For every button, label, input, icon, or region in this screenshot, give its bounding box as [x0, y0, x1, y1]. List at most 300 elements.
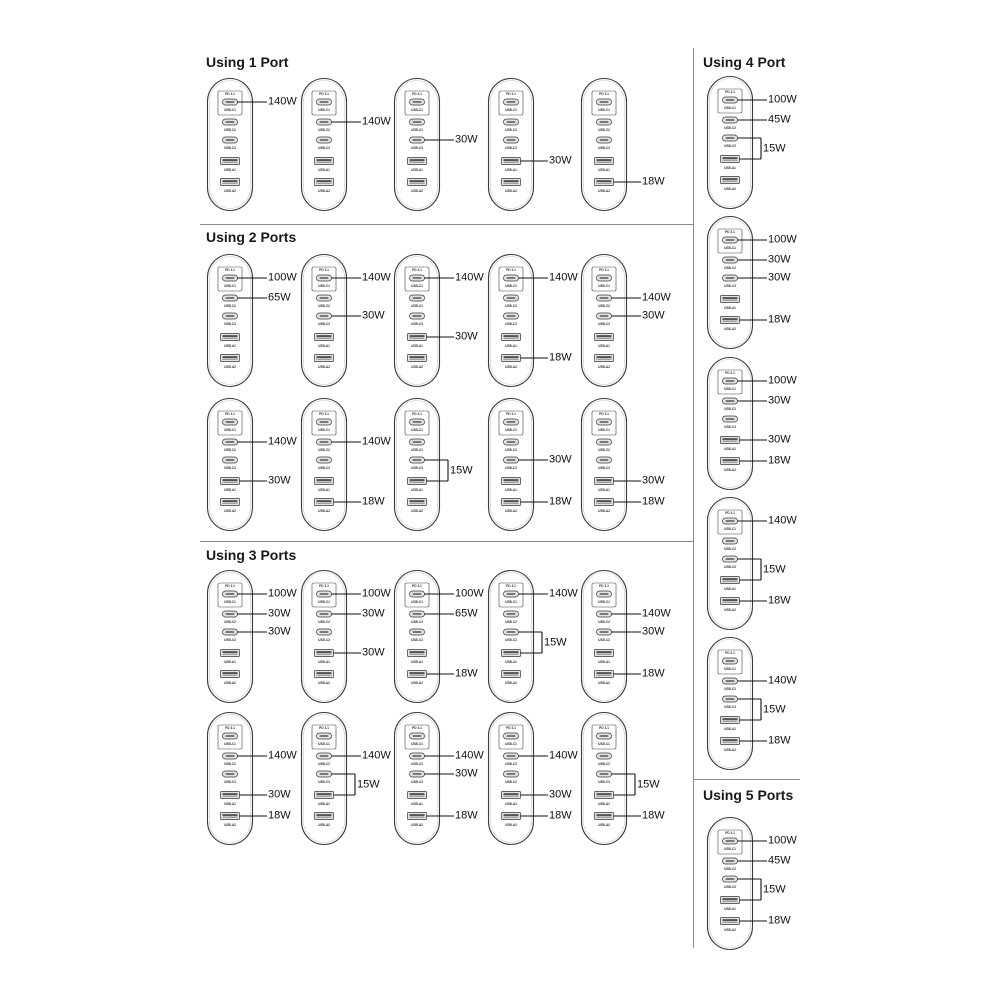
port-label-c3: USB-C3 [411, 637, 423, 642]
port-a2 [595, 813, 614, 820]
port-a2 [721, 317, 740, 324]
port-c1 [223, 733, 238, 739]
port-a1 [502, 158, 521, 165]
port-c3 [223, 629, 238, 635]
port-c1 [410, 419, 425, 425]
port-a1 [721, 156, 740, 163]
port-c2 [723, 678, 738, 684]
pd-label: PD 3.1 [412, 726, 422, 730]
wattage-label: 30W [455, 133, 478, 146]
port-label-c1: USB-C1 [724, 105, 736, 110]
heading-using-5-ports: Using 5 Ports [703, 787, 794, 803]
port-c3 [410, 313, 425, 319]
port-label-c2: USB-C2 [724, 125, 736, 130]
port-c1 [317, 99, 332, 105]
port-c3 [223, 457, 238, 463]
port-c1 [410, 275, 425, 281]
port-label-c2: USB-C2 [724, 265, 736, 270]
port-c3 [504, 457, 519, 463]
port-a2 [721, 458, 740, 465]
pd-label: PD 3.1 [506, 412, 516, 416]
port-c3 [723, 135, 738, 141]
wattage-label: 30W [362, 607, 385, 620]
port-c2 [597, 119, 612, 125]
port-label-c1: USB-C1 [411, 427, 423, 432]
port-label-a1: USB-A1 [318, 659, 330, 664]
port-label-a2: USB-A2 [598, 364, 610, 369]
port-a1 [721, 296, 740, 303]
port-c3 [597, 629, 612, 635]
pd-label: PD 3.1 [225, 412, 235, 416]
port-label-a2: USB-A2 [505, 680, 517, 685]
port-label-c2: USB-C2 [724, 546, 736, 551]
port-a1 [408, 334, 427, 341]
wattage-label: 140W [642, 607, 671, 620]
port-label-a1: USB-A1 [505, 167, 517, 172]
port-label-a1: USB-A1 [598, 659, 610, 664]
port-label-c1: USB-C1 [505, 427, 517, 432]
wattage-label: 18W [768, 313, 791, 326]
charger-diagram-five-ports-1 [707, 817, 797, 950]
port-label-c1: USB-C1 [598, 741, 610, 746]
port-label-a1: USB-A1 [724, 586, 736, 591]
port-a1 [408, 792, 427, 799]
port-label-c3: USB-C3 [318, 779, 330, 784]
pd-label: PD 3.1 [725, 371, 735, 375]
charger-diagram-four-ports-3 [707, 357, 797, 490]
wattage-label: 30W [642, 625, 665, 638]
port-label-c1: USB-C1 [724, 526, 736, 531]
port-label-a1: USB-A1 [318, 487, 330, 492]
port-a1 [221, 334, 240, 341]
port-label-a1: USB-A1 [318, 343, 330, 348]
port-label-a2: USB-A2 [318, 364, 330, 369]
port-c2 [317, 753, 332, 759]
port-label-c1: USB-C1 [598, 427, 610, 432]
pd-label: PD 3.1 [412, 584, 422, 588]
port-label-a1: USB-A1 [598, 343, 610, 348]
port-label-c1: USB-C1 [598, 599, 610, 604]
port-label-c3: USB-C3 [505, 145, 517, 150]
wattage-label: 18W [642, 809, 665, 822]
divider-before-5-ports [693, 779, 800, 780]
port-c2 [723, 538, 738, 544]
port-c1 [317, 275, 332, 281]
port-label-c3: USB-C3 [724, 564, 736, 569]
port-label-c1: USB-C1 [411, 283, 423, 288]
divider-after-2-ports [200, 541, 693, 542]
port-label-a2: USB-A2 [411, 508, 423, 513]
port-a2 [408, 813, 427, 820]
port-c2 [223, 295, 238, 301]
charger-diagram-four-ports-4 [707, 497, 797, 630]
port-c1 [223, 591, 238, 597]
port-label-c2: USB-C2 [224, 619, 236, 624]
port-label-c2: USB-C2 [318, 619, 330, 624]
port-a2 [408, 355, 427, 362]
port-c2 [723, 257, 738, 263]
port-label-a2: USB-A2 [505, 364, 517, 369]
wattage-label: 100W [268, 271, 297, 284]
port-a1 [221, 650, 240, 657]
wattage-label: 15W [450, 464, 473, 476]
port-label-a2: USB-A2 [411, 188, 423, 193]
port-label-c1: USB-C1 [224, 107, 236, 112]
port-label-c1: USB-C1 [411, 599, 423, 604]
port-a2 [502, 499, 521, 506]
port-label-c3: USB-C3 [224, 779, 236, 784]
port-a1 [315, 478, 334, 485]
port-label-c2: USB-C2 [724, 406, 736, 411]
wattage-label: 18W [268, 809, 291, 822]
pd-label: PD 3.1 [319, 92, 329, 96]
wattage-label: 18W [455, 667, 478, 680]
charger-diagram-three-ports-3 [394, 570, 484, 703]
wattage-label: 100W [768, 93, 797, 106]
port-label-a1: USB-A1 [724, 726, 736, 731]
port-c2 [504, 611, 519, 617]
port-c1 [597, 419, 612, 425]
wattage-label: 18W [768, 914, 791, 927]
port-label-c1: USB-C1 [318, 283, 330, 288]
port-label-c2: USB-C2 [598, 303, 610, 308]
wattage-label: 140W [642, 291, 671, 304]
wattage-label: 100W [455, 587, 484, 600]
port-a1 [595, 334, 614, 341]
port-a2 [221, 499, 240, 506]
port-a1 [721, 437, 740, 444]
port-label-c3: USB-C3 [598, 637, 610, 642]
port-c1 [504, 275, 519, 281]
port-c2 [597, 295, 612, 301]
port-label-a2: USB-A2 [411, 680, 423, 685]
port-a1 [721, 897, 740, 904]
port-c2 [223, 753, 238, 759]
port-label-c2: USB-C2 [224, 761, 236, 766]
port-c2 [223, 439, 238, 445]
pd-label: PD 3.1 [225, 726, 235, 730]
port-c3 [723, 876, 738, 882]
wattage-label: 18W [549, 495, 572, 508]
port-label-a2: USB-A2 [505, 188, 517, 193]
port-a2 [315, 813, 334, 820]
pd-label: PD 3.1 [599, 268, 609, 272]
wattage-label: 140W [362, 435, 391, 448]
port-a2 [502, 813, 521, 820]
port-label-a1: USB-A1 [724, 906, 736, 911]
port-label-c1: USB-C1 [318, 599, 330, 604]
port-label-a2: USB-A2 [318, 822, 330, 827]
pd-label: PD 3.1 [725, 831, 735, 835]
port-label-a1: USB-A1 [505, 487, 517, 492]
port-a1 [502, 334, 521, 341]
port-a1 [315, 650, 334, 657]
port-label-c1: USB-C1 [224, 741, 236, 746]
wattage-label: 140W [362, 115, 391, 128]
port-label-c1: USB-C1 [318, 107, 330, 112]
wattage-label: 30W [768, 253, 791, 266]
port-label-c2: USB-C2 [318, 761, 330, 766]
port-c3 [410, 457, 425, 463]
charger-diagram-four-ports-5 [707, 637, 797, 770]
charger-diagram-two-ports-8 [394, 398, 473, 531]
charger-diagram-four-ports-1 [707, 76, 797, 209]
port-c1 [723, 97, 738, 103]
wattage-label: 140W [268, 435, 297, 448]
pd-label: PD 3.1 [412, 412, 422, 416]
wattage-label: 45W [768, 113, 791, 126]
wattage-label: 30W [455, 767, 478, 780]
port-c1 [723, 237, 738, 243]
port-label-a2: USB-A2 [724, 607, 736, 612]
port-c3 [317, 771, 332, 777]
port-c3 [597, 771, 612, 777]
wattage-label: 15W [544, 636, 567, 648]
wattage-label: 100W [768, 834, 797, 847]
wattage-label: 18W [362, 495, 385, 508]
port-label-a1: USB-A1 [411, 343, 423, 348]
port-c1 [223, 275, 238, 281]
pd-label: PD 3.1 [599, 92, 609, 96]
charger-diagram-three-ports-6 [207, 712, 297, 845]
wattage-label: 100W [768, 233, 797, 246]
port-c2 [504, 753, 519, 759]
wattage-label: 140W [549, 749, 578, 762]
wattage-label: 18W [768, 734, 791, 747]
wattage-label: 15W [637, 778, 660, 790]
charger-diagram-two-ports-2 [301, 254, 391, 387]
port-c3 [597, 313, 612, 319]
port-label-a1: USB-A1 [224, 801, 236, 806]
wattage-label: 30W [268, 474, 291, 487]
port-label-c1: USB-C1 [505, 741, 517, 746]
charger-diagram-three-ports-1 [207, 570, 297, 703]
wattage-label: 140W [455, 271, 484, 284]
port-c1 [723, 378, 738, 384]
port-a1 [595, 158, 614, 165]
port-c1 [723, 658, 738, 664]
port-label-a2: USB-A2 [224, 188, 236, 193]
port-label-c2: USB-C2 [505, 761, 517, 766]
charger-diagram-one-port-5 [581, 78, 665, 211]
wattage-label: 140W [268, 749, 297, 762]
port-c2 [317, 295, 332, 301]
pd-label: PD 3.1 [506, 726, 516, 730]
charger-diagram-two-ports-7 [301, 398, 391, 531]
port-c1 [597, 99, 612, 105]
pd-label: PD 3.1 [319, 584, 329, 588]
port-label-a1: USB-A1 [598, 801, 610, 806]
pd-label: PD 3.1 [506, 92, 516, 96]
port-label-a2: USB-A2 [724, 326, 736, 331]
port-c3 [317, 457, 332, 463]
wattage-label: 18W [549, 351, 572, 364]
port-label-c3: USB-C3 [505, 321, 517, 326]
port-label-c3: USB-C3 [724, 704, 736, 709]
port-label-a2: USB-A2 [724, 186, 736, 191]
wattage-label: 65W [455, 607, 478, 620]
port-label-c2: USB-C2 [318, 303, 330, 308]
heading-using-4-port: Using 4 Port [703, 54, 786, 70]
port-c2 [504, 439, 519, 445]
port-c1 [504, 419, 519, 425]
port-label-a1: USB-A1 [411, 801, 423, 806]
port-label-c3: USB-C3 [224, 465, 236, 470]
wattage-label: 30W [268, 788, 291, 801]
port-a2 [315, 499, 334, 506]
wattage-label: 30W [549, 453, 572, 466]
wattage-label: 15W [763, 883, 786, 895]
port-a1 [721, 717, 740, 724]
port-label-a1: USB-A1 [318, 801, 330, 806]
port-label-c3: USB-C3 [724, 424, 736, 429]
wattage-label: 100W [268, 587, 297, 600]
port-label-a2: USB-A2 [411, 822, 423, 827]
port-c3 [223, 137, 238, 143]
pd-label: PD 3.1 [319, 412, 329, 416]
port-label-a2: USB-A2 [724, 747, 736, 752]
port-c1 [410, 99, 425, 105]
port-label-c3: USB-C3 [505, 779, 517, 784]
port-c2 [410, 753, 425, 759]
port-label-a1: USB-A1 [224, 659, 236, 664]
port-label-c2: USB-C2 [598, 447, 610, 452]
port-label-c2: USB-C2 [505, 127, 517, 132]
port-a2 [595, 671, 614, 678]
port-label-c3: USB-C3 [318, 465, 330, 470]
port-c2 [317, 611, 332, 617]
port-label-c1: USB-C1 [224, 427, 236, 432]
port-label-c3: USB-C3 [724, 283, 736, 288]
port-label-a2: USB-A2 [598, 822, 610, 827]
port-c1 [504, 99, 519, 105]
port-label-c2: USB-C2 [224, 447, 236, 452]
charger-diagram-one-port-3 [394, 78, 478, 211]
charger-diagram-three-ports-7 [301, 712, 391, 845]
port-label-a1: USB-A1 [505, 343, 517, 348]
port-label-a1: USB-A1 [224, 167, 236, 172]
port-c3 [410, 137, 425, 143]
port-label-c3: USB-C3 [598, 779, 610, 784]
port-c3 [317, 629, 332, 635]
wattage-label: 18W [642, 667, 665, 680]
port-label-c2: USB-C2 [598, 761, 610, 766]
port-label-c2: USB-C2 [724, 686, 736, 691]
port-c2 [223, 119, 238, 125]
port-a1 [408, 478, 427, 485]
port-label-a1: USB-A1 [411, 487, 423, 492]
port-c3 [504, 313, 519, 319]
port-label-a2: USB-A2 [224, 822, 236, 827]
divider-after-1-port [200, 224, 693, 225]
port-label-c2: USB-C2 [505, 447, 517, 452]
charger-diagram-two-ports-9 [488, 398, 572, 531]
port-a2 [595, 499, 614, 506]
heading-using-1-port: Using 1 Port [206, 54, 289, 70]
port-c3 [223, 771, 238, 777]
port-c2 [597, 439, 612, 445]
port-c2 [723, 858, 738, 864]
port-label-a1: USB-A1 [598, 487, 610, 492]
pd-label: PD 3.1 [599, 412, 609, 416]
port-label-a2: USB-A2 [598, 188, 610, 193]
charger-diagram-one-port-2 [301, 78, 391, 211]
port-c2 [723, 117, 738, 123]
port-label-c2: USB-C2 [598, 619, 610, 624]
port-c3 [317, 313, 332, 319]
charger-diagram-three-ports-4 [488, 570, 578, 703]
charger-diagram-two-ports-4 [488, 254, 578, 387]
wattage-label: 30W [642, 474, 665, 487]
port-c2 [597, 753, 612, 759]
port-label-c2: USB-C2 [318, 447, 330, 452]
port-label-c2: USB-C2 [411, 619, 423, 624]
port-label-c3: USB-C3 [411, 321, 423, 326]
port-c1 [317, 419, 332, 425]
port-label-a2: USB-A2 [318, 508, 330, 513]
charger-diagram-three-ports-5 [581, 570, 671, 703]
charger-diagram-three-ports-10 [581, 712, 665, 845]
port-c3 [723, 556, 738, 562]
port-label-c3: USB-C3 [224, 321, 236, 326]
port-c2 [597, 611, 612, 617]
port-label-a2: USB-A2 [224, 364, 236, 369]
port-a2 [221, 355, 240, 362]
port-label-a2: USB-A2 [224, 508, 236, 513]
port-label-a2: USB-A2 [505, 508, 517, 513]
port-label-c1: USB-C1 [505, 283, 517, 288]
port-label-c2: USB-C2 [224, 127, 236, 132]
port-label-a1: USB-A1 [505, 801, 517, 806]
port-label-c1: USB-C1 [724, 245, 736, 250]
wattage-label: 30W [455, 330, 478, 343]
port-c2 [723, 398, 738, 404]
wattage-label: 140W [268, 95, 297, 108]
wattage-label: 140W [768, 674, 797, 687]
wattage-label: 100W [768, 374, 797, 387]
port-a1 [595, 792, 614, 799]
wattage-label: 18W [642, 175, 665, 188]
port-c3 [597, 457, 612, 463]
port-label-a2: USB-A2 [724, 927, 736, 932]
port-label-c1: USB-C1 [598, 283, 610, 288]
wattage-label: 18W [549, 809, 572, 822]
port-label-c3: USB-C3 [224, 637, 236, 642]
port-a2 [595, 355, 614, 362]
port-c3 [410, 771, 425, 777]
port-c2 [504, 295, 519, 301]
port-a2 [721, 738, 740, 745]
column-divider [693, 48, 694, 948]
port-c1 [317, 591, 332, 597]
port-label-c1: USB-C1 [318, 427, 330, 432]
port-label-c3: USB-C3 [505, 465, 517, 470]
port-label-a2: USB-A2 [724, 467, 736, 472]
port-label-a1: USB-A1 [224, 343, 236, 348]
heading-using-2-ports: Using 2 Ports [206, 229, 297, 245]
port-a1 [502, 792, 521, 799]
charger-diagram-one-port-1 [207, 78, 297, 211]
port-label-a2: USB-A2 [318, 680, 330, 685]
port-c1 [504, 591, 519, 597]
port-a2 [721, 918, 740, 925]
port-a1 [502, 650, 521, 657]
port-label-a2: USB-A2 [598, 508, 610, 513]
wattage-label: 140W [455, 749, 484, 762]
pd-label: PD 3.1 [225, 268, 235, 272]
port-a1 [408, 650, 427, 657]
pd-label: PD 3.1 [506, 584, 516, 588]
